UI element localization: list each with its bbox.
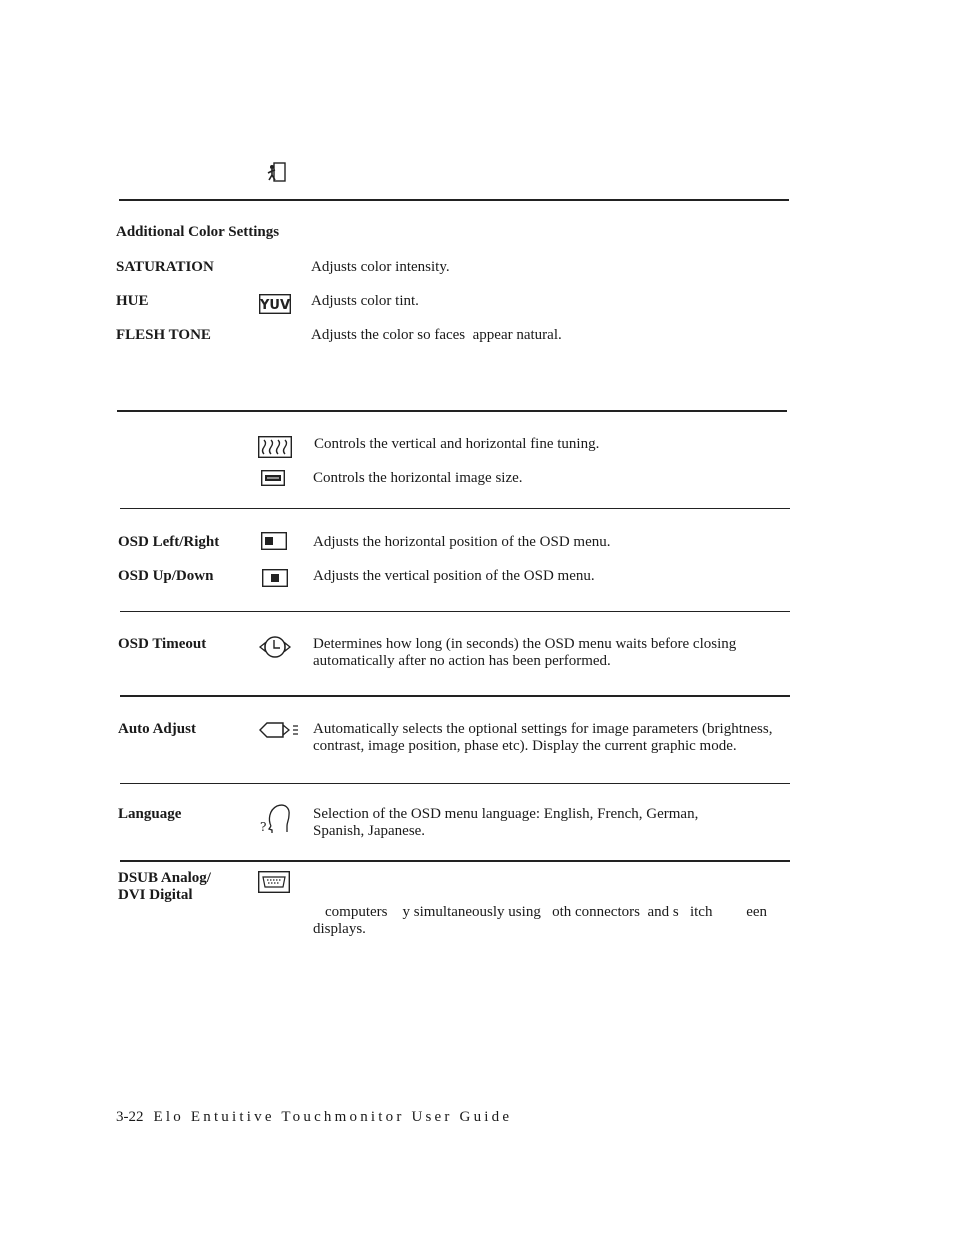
divider [120, 611, 790, 612]
language-head-icon [259, 802, 293, 834]
flesh-tone-label: FLESH TONE [116, 327, 211, 343]
flesh-tone-desc: Adjusts the color so faces appear natural. [311, 327, 562, 343]
auto-adjust-label: Auto Adjust [118, 721, 196, 737]
osd-left-right-label: OSD Left/Right [118, 534, 220, 550]
phase-desc: Controls the vertical and horizontal fine tuning. [314, 436, 600, 452]
saturation-label: SATURATION [116, 259, 214, 275]
exit-door-icon [266, 161, 288, 183]
dsub-dvi-desc-line1: computers y simultaneously using oth connectors and s itch een [325, 904, 768, 920]
page-footer [116, 1109, 512, 1126]
dsub-dvi-label-line1: DSUB Analog/ [118, 870, 211, 886]
osd-timeout-desc-line2: automatically after no action has been performed. [313, 653, 611, 669]
hue-label: HUE [116, 293, 149, 309]
osd-vertical-position-icon [262, 569, 288, 587]
language-label: Language [118, 806, 182, 822]
auto-adjust-desc-line2: contrast, image position, phase etc). Display the current graphic mode. [313, 738, 737, 754]
divider [120, 695, 790, 697]
osd-up-down-desc: Adjusts the vertical position of the OSD menu. [313, 568, 595, 584]
yuv-icon [259, 294, 291, 314]
hue-desc: Adjusts color tint. [311, 293, 419, 309]
dsub-dvi-desc-line2: displays. [313, 921, 366, 937]
divider [119, 199, 789, 201]
divider [120, 508, 790, 509]
osd-horizontal-position-icon [261, 532, 287, 550]
phase-wave-icon [258, 436, 292, 458]
section-heading: Additional Color Settings [116, 224, 280, 240]
language-desc-line1: Selection of the OSD menu language: English, French, German, [313, 806, 699, 822]
page-number: 3-22 [116, 1109, 144, 1125]
auto-adjust-desc-line1: Automatically selects the optional settings for image parameters (brightness, [313, 721, 773, 737]
input-connector-icon [258, 871, 290, 893]
divider [120, 860, 790, 862]
document-title: Elo Entuitive Touchmonitor User Guide [153, 1109, 513, 1125]
saturation-desc: Adjusts color intensity. [311, 259, 450, 275]
osd-up-down-label: OSD Up/Down [118, 568, 214, 584]
svg-text:?: ? [260, 820, 267, 834]
osd-timeout-label: OSD Timeout [118, 636, 207, 652]
auto-adjust-icon [259, 721, 301, 739]
divider [117, 410, 787, 412]
timer-icon [258, 634, 292, 660]
clock-desc: Controls the horizontal image size. [313, 470, 523, 486]
osd-timeout-desc-line1: Determines how long (in seconds) the OSD menu waits before closing [313, 636, 737, 652]
language-desc-line2: Spanish, Japanese. [313, 823, 426, 839]
osd-left-right-desc: Adjusts the horizontal position of the OSD menu. [313, 534, 611, 550]
clock-size-icon [261, 470, 285, 486]
divider [120, 783, 790, 784]
svg-text:YUV: YUV [259, 298, 291, 313]
dsub-dvi-label-line2: DVI Digital [118, 887, 193, 903]
